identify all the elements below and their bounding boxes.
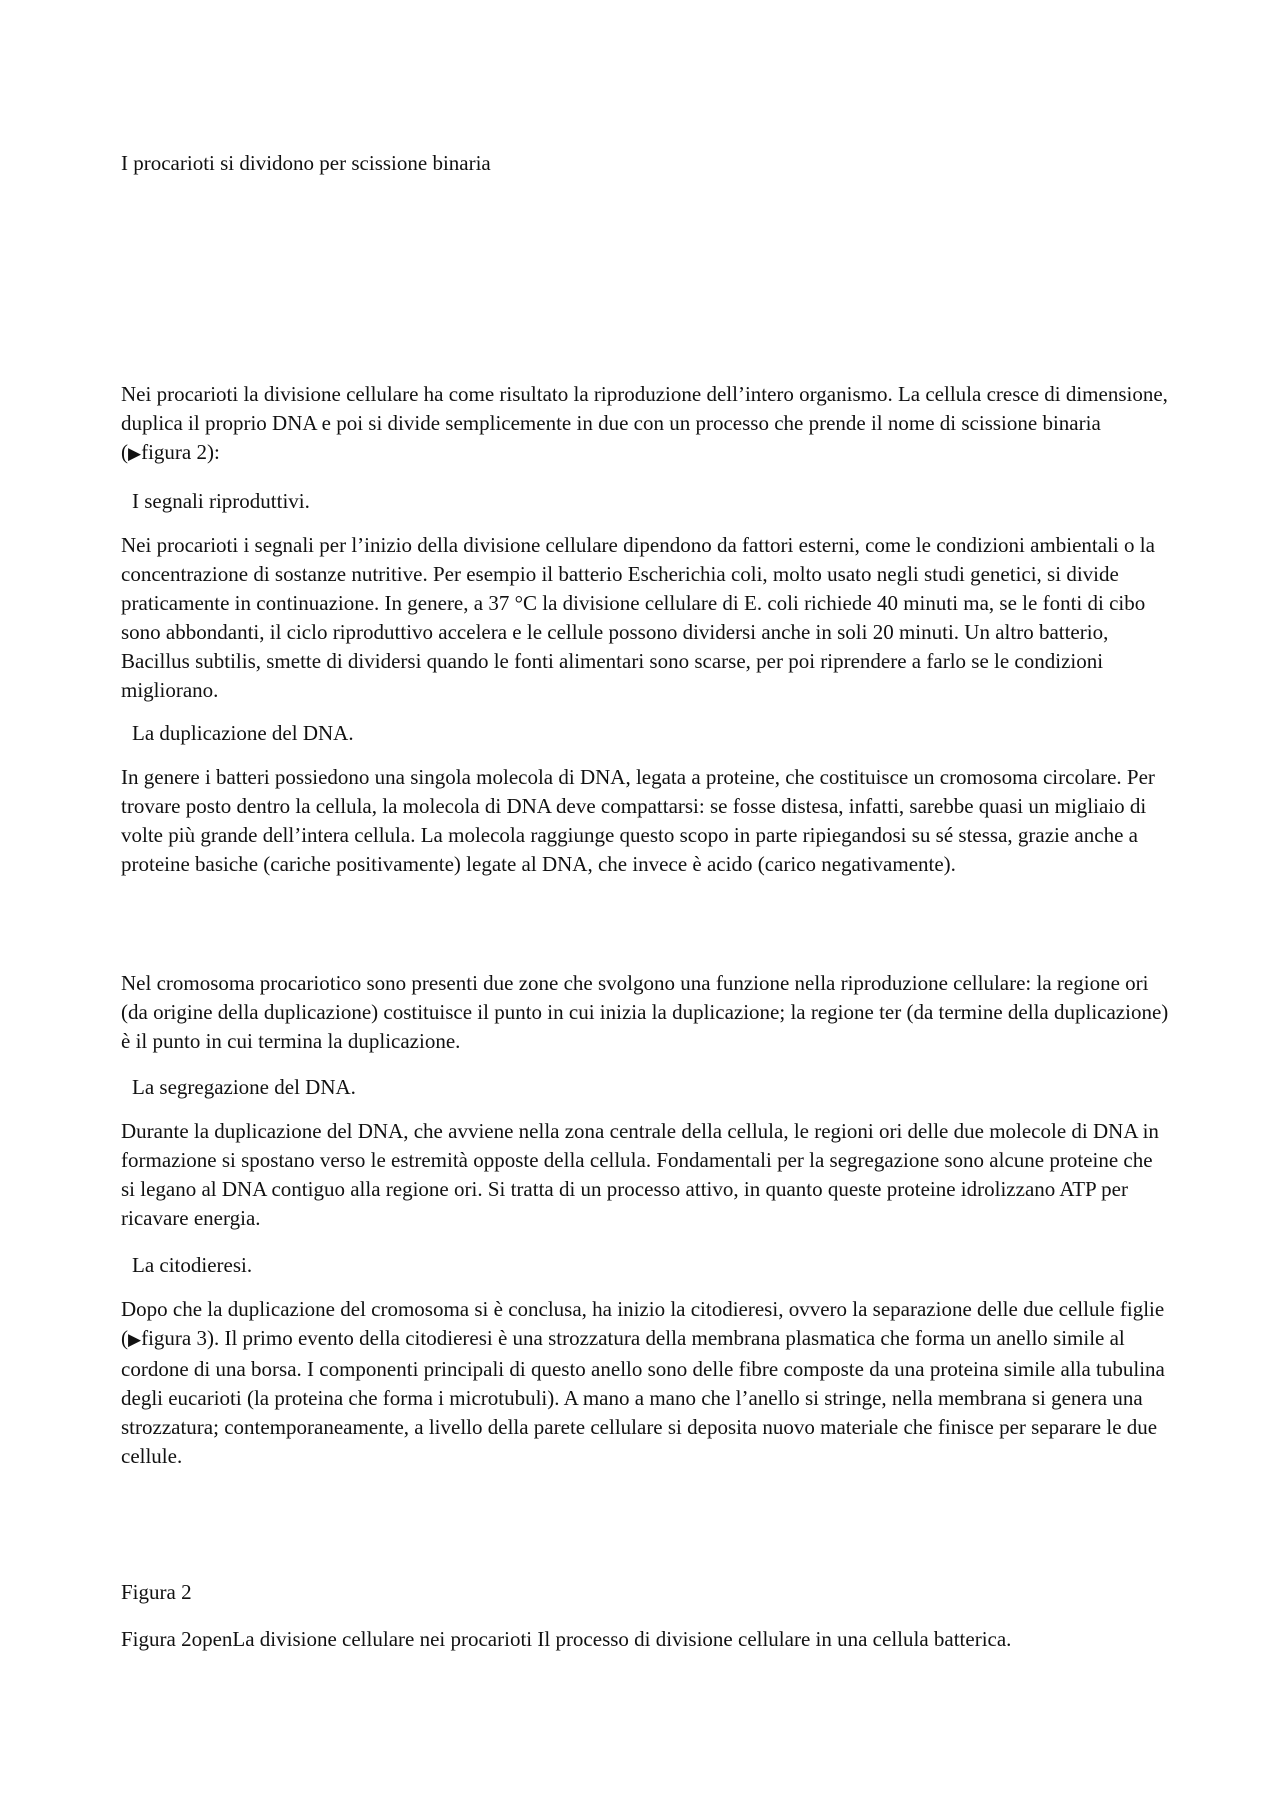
paragraph-chromosome-regions: Nel cromosoma procariotico sono presenti due zone che svolgono una funzione nella riproduzione cellulare: la regione ori (da origine della duplicazione) costituisce il punto in cui inizia la duplicazione; la regione ter (da termine della duplicazione) è il punto in cui termina la duplicazione. <box>121 971 1169 1053</box>
figure-label: Figura 2 <box>121 1580 192 1604</box>
paragraph-signals: Nei procarioti i segnali per l’inizio della divisione cellulare dipendono da fattori esterni, come le condizioni ambientali o la concentrazione di sostanze nutritive. Per esempio il batterio Escherichia coli, molto usato negli studi genetici, si divide praticamente in continuazione. In genere, a 37 °C la divisione cellulare di E. coli richiede 40 minuti ma, se le fonti di cibo sono abbondanti, il ciclo riproduttivo accelera e le cellule possono dividersi anche in soli 20 minuti. Un altro batterio, Bacillus subtilis, smette di dividersi quando le fonti alimentari sono scarse, per poi riprendere a farlo se le condizioni migliorano. <box>121 533 1155 702</box>
arrow-right-icon: ▶ <box>128 444 142 464</box>
intro-figure-ref: figura 2): <box>141 440 220 464</box>
intro-text: Nei procarioti la divisione cellulare ha come risultato la riproduzione dell’intero organismo. La cellula cresce di dimensione, duplica il proprio DNA e poi si divide semplicemente in due con un processo che prende il nome di scissione binaria ( <box>121 382 1168 464</box>
figure-caption: Figura 2openLa divisione cellulare nei procarioti Il processo di divisione cellulare in una cellula batterica. <box>121 1627 1012 1651</box>
cytokinesis-text: Dopo che la duplicazione del cromosoma si è conclusa, ha inizio la citodieresi, ovvero la separazione delle due cellule figlie ( <box>121 1297 1165 1350</box>
paragraph-cytokinesis <box>121 1295 1171 1471</box>
intro-paragraph <box>121 380 1171 469</box>
heading-segregation: La segregazione del DNA. <box>132 1075 356 1099</box>
heading-cytokinesis: La citodieresi. <box>132 1253 253 1277</box>
paragraph-segregation: Durante la duplicazione del DNA, che avviene nella zona centrale della cellula, le regioni ori delle due molecole di DNA in formazione si spostano verso le estremità opposte della cellula. Fondamentali per la segregazione sono alcune proteine che si legano al DNA contiguo alla regione ori. Si tratta di un processo attivo, in quanto queste proteine idrolizzano ATP per ricavare energia. <box>121 1119 1159 1230</box>
paragraph-duplication: In genere i batteri possiedono una singola molecola di DNA, legata a proteine, che costituisce un cromosoma circolare. Per trovare posto dentro la cellula, la molecola di DNA deve compattarsi: se fosse distesa, infatti, sarebbe quasi un migliaio di volte più grande dell’intera cellula. La molecola raggiunge questo scopo in parte ripiegandosi su sé stessa, grazie anche a proteine basiche (cariche positivamente) legate al DNA, che invece è acido (carico negativamente). <box>121 765 1155 876</box>
heading-signals: I segnali riproduttivi. <box>132 489 310 513</box>
arrow-right-icon: ▶ <box>128 1330 142 1350</box>
cytokinesis-text-cont: figura 3). Il primo evento della citodieresi è una strozzatura della membrana plasmatica che forma un anello simile al cordone di una borsa. I componenti principali di questo anello sono delle fibre composte da una proteina simile alla tubulina degli eucarioti (la proteina che forma i microtubuli). A mano a mano che l’anello si stringe, nella membrana si genera una strozzatura; contemporaneamente, a livello della parete cellulare si deposita nuovo materiale che finisce per separare le due cellule. <box>121 1326 1165 1468</box>
heading-duplication: La duplicazione del DNA. <box>132 721 354 745</box>
document-title: I procarioti si dividono per scissione binaria <box>121 151 491 175</box>
